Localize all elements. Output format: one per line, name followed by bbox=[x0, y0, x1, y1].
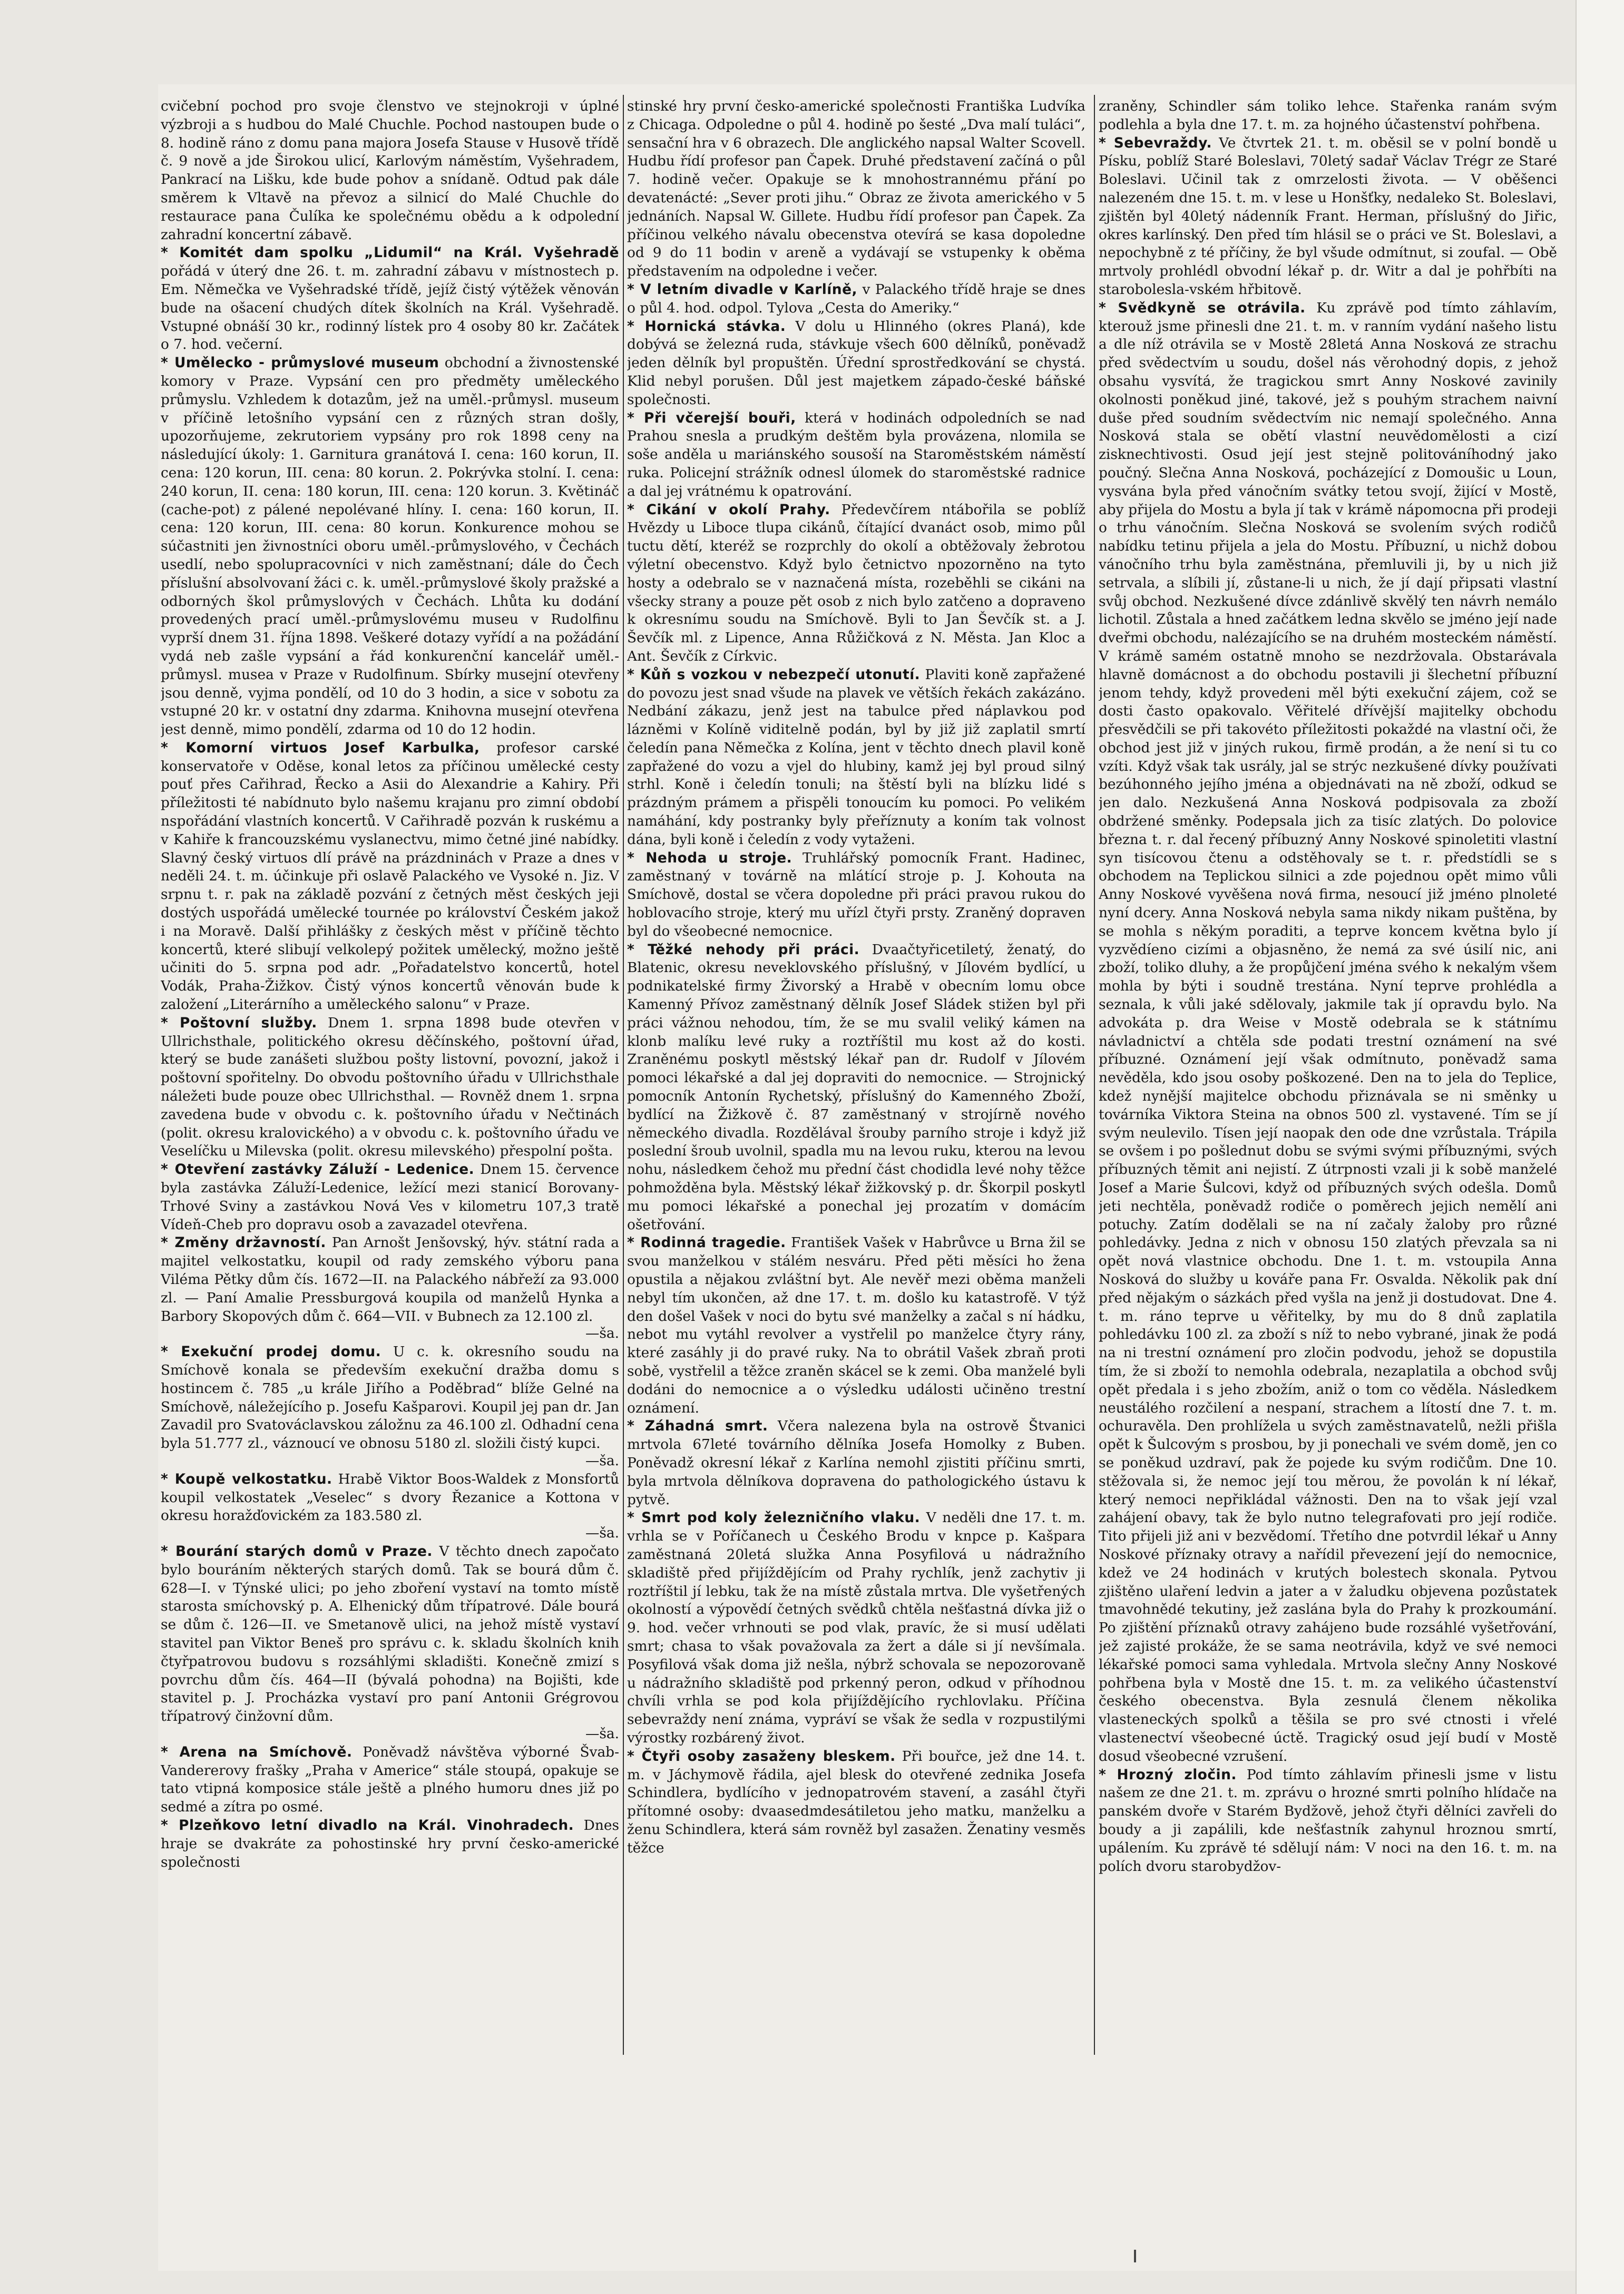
article-body: Plaviti koně zapřažené do povozu jest snad všude na plavek ve větších řekách zakázáno. Nedbání zákazu, jenž jest na tabulce před náplavkou pod lázněmi v Kolíně viditelně podán, byl by již již zaplatil smrtí čeledín pana Němečka z Kolína, jent v těchto dnech plavil koně zapřažené do vozu a vjel do hlubiny, kamž jej byl proud silný strhl. Koně i čeledín tonuli; na štěstí byli na blízku lidé s prázdným prámem a přispěli tonoucím ku pomoci. Po velikém namáhání, kdy postranky byly přeříznuty a koním tak volnost dána, byli koně i čeledín z vody vytaženi. bbox=[627, 666, 1085, 848]
news-article bbox=[1099, 299, 1557, 1766]
scan-margin bbox=[1576, 0, 1624, 2294]
news-article bbox=[161, 739, 619, 1014]
article-body: U c. k. okresního soudu na Smíchově konala se především exekuční dražba domu s hostincem č. 785 „u krále Jiřího a Poděbrad“ blíže Gelné na Smíchově, náležejícího p. Josefu Kašparovi. Koupil jej pan dr. Jan Zavadil pro Svatováclavskou záložnu za 46.100 zl. Odhadní cena byla 51.777 zl., váznoucí ve obnosu 5180 zl. složili čistý kupci. bbox=[161, 1344, 619, 1452]
article-body: profesor carské konservatoře v Oděse, konal letos za příčinou umělecké cesty pouť přes Cařihrad, Řecko a Asii do Alexandrie a Kahiry. Při příležitosti té nabídnuto bylo našemu krajanu pro zimní období nspořádání vlastních koncertů. V Cařihradě pozván k ruskému a v Kahiře k francouzskému vyslanectvu, mimo četné jiné nabídky. Slavný český virtuos dlí právě na prázdninách v Praze a dnes v neděli 24. t. m. účinkuje při oslavě Palackého ve Vysoké n. Jiz. V srpnu t. r. pak na základě pozvání z četných měst českých jeji dostých uspořádá umělecké tournée po království Českém jakož i na Moravě. Další přihlášky z českých měst v příčině těchto koncertů, které slibují velkolepý požitek umělecký, možno ještě učiniti do 5. srpna pod adr. „Pořadatelstvo koncertů, hotel Vodák, Praha-Žižkov. Čistý výnos koncertů věnován bude k založení „Literárního a uměleckého salonu“ v Praze. bbox=[161, 739, 619, 1013]
article-body: která v hodinách odpoledních se nad Prahou snesla a prudkým deštěm byla provázena, nlomila se soše anděla u mariánského sousoší na Staroměstském náměstí ruka. Policejní strážník odnesl úlomek do staroměstské radnice a dal jej vrátnému k opatrování. bbox=[627, 409, 1085, 499]
article-headline: * Exekuční prodej domu. bbox=[161, 1344, 381, 1360]
news-article bbox=[161, 1743, 619, 1817]
article-body: Ku zprávě pod tímto záhlavím, kterouž jsme přinesli dne 21. t. m. v ranním vydání našeho listu a dle níž otrávila se v Mostě 28letá Anna Nosková ze strachu před svědectvím u soudu, došel nás věrohodný dopis, z jehož obsahu vysvítá, že tragickou smrt Anny Noskové zavinily okolnosti poněkud jiné, takové, jež s pouhým strachem naivní duše před soudním svědectvím nic nemají společného. Anna Nosková stala se obětí vlastní neuvědomělosti a cizí zisknechtivosti. Osud její jest stejně politováníhodný jako poučný. Slečna Anna Nosková, pocházející z Domoušic u Loun, vysvána byla před vánočním svátky tetou svojí, žijící v Mostě, aby přijela do Mostu a byla jí tak v krámě nápomocna při prodeji o trhu vánočním. Slečna Nosková se svolením svých rodičů nabídku tetinu přijela a jela do Mostu. Příbuzní, u nichž dobou vánočního trhu byla zaměstnána, přemluvili ji, by u nich již setrvala, a slíbili jí, zůstane-li u nich, že jí dají připsati vlastní svůj obchod. Nezkušené dívce zdánlivě skvělý ten návrh nemálo lichotil. Zůstala a hned začátkem ledna skvělo se jméno její nade dveřmi obchodu, nalézajícího se na druhém mosteckém náměstí. V krámě samém ostatně mnoho se nezdržovala. Obstarávala hlavně domácnost a do obchodu postavili ji šlechetní příbuzní jenom tehdy, když provedeni měl býti exekuční zájem, což se dosti často opakovalo. Věřitelé dřívější majitelky obchodu přesvědčili se při takovéto příležitosti pokaždé na vlastní oči, že obchod jest již v jiných rukou, firmě prodán, a že není si tu co vzíti. Když však tak usrály, jal se strýc nezkušené dívky používati bezúhonného jejího jména a objednávati na ně zboží, odkud se jen dalo. Nezkušená Anna Nosková podpisovala za zboží obdržené směnky. Podepsala jich za tisíc zlatých. Do polovice března t. r. dal řecený příbuzný Anny Noskové spinoletiti vlastní syn tisícovou čtenu a odstěhovaly se t. r. předstídli se s obchodem na Teplickou silnici a zde pojednou opět mimo vůli Anny Noskové vyvěšena nová firma, nesoucí již jméno plnoleté nyní dcery. Anna Nosková nebyla sama nikdy nikam puštěna, by se mohla s někým poraditi, a teprve koncem května bylo jí vyzvědíeno cizími a objasněno, že nemá za své úsilí nic, ani zboží, toliko dluhy, a že propůjčení jména svého k nekalým všem mohla by býti i soudně trestána. Nyní teprve prohlédla a seznala, k vůli jaké sdělovaly, jakmile tak jí opravdu bylo. Na advokáta p. dra Weise v Mostě odebrala se k státnímu návladnictví a chtěla sde podati trestní oznámení na své příbuzné. Oznámení její však odmítnuto, poněvadž sama nevěděla, kdo jsou osoby poškozené. Den na to jela do Teplice, kdež nynější majitelce obchodu přiznávala se ni směnky u továrníka Viktora Steina na obnos 500 zl. vystavené. Tím se jí svým neulevilo. Tísen její naopak den ode dne vzrůstala. Trápila se ovšem i po pošlednut dobu se svými svými příbuznými, svých příbuzných těmit ani nejistí. Z útrpnosti vzali ji k sobě manželé Josef a Marie Šulcovi, když od příbuzných svých odešla. Domů jeti nechtěla, poněvadž rodiče o poměrech jejich nemělí ani potuchy. Zatím dodělali se na ní začaly žaloby pro různé pohledávky. Jedna z nich v obnosu 150 zlatých převzala sa ni opět nová vlastnice obchodu. Dne 1. t. m. vstoupila Anna Nosková do služby u kováře pana Fr. Osvalda. Několik pak dní před nějakým o sázkách před vyšla na jenž ji dostudovat. Dne 4. t. m. ráno teprve u věřitelky, by mu do 8 dnů zaplatila pohledávku 100 zl. za zboží s níž to nebo vybrané, jinak že podá na ni trestní oznámení pro zločin podvodu, jehož se dopustila tím, že si zboží to nemohla odebrala, nezaplatila a obchod svůj opět předala i s jeho zbožím, aniž o tom co věděla. Následkem neustálého rozčilení a nespaní, strachem a lítostí dne 7. t. m. ochuravěla. Den prohlížela u svých zaměstnavatelů, nežli přišla opět k Šulcovým s prosbou, by ji ponechali ve svém domě, jen co se poněkud uzdraví, pak že pojede ku svým rodičům. Dne 10. stěžovala si, že nemoc její tou měrou, že povolán k ní lékař, který nemoci nepřikládal vážnosti. Den na to však její vzal zahájení obavy, tak že bylo nutno telegrafovati pro její rodiče. Tito přijeli již ani v bezvědomí. Třetího dne potvrdil lékař u Anny Noskové příznaky otravy a nařídil převezení její do nemocnice, kdež ve 24 hodinách v krutých bolestech skonala. Pytvou zjištěno ulaření ledvin a jater a v žaludku objevena pozůstatek tmavohnědé tekutiny, jež zaslána byla do Prahy k prozkoumání. Po zjištění příznaků otravy zahájeno bude rozsáhlé vyšetřování, jež zajisté prokáže, že se sama neotrávila, když ve své nemoci lékařské pomoci sama vyhledala. Mrtvola slečny Anny Noskové pohřbena byla v Mostě dne 15. t. m. za velikého účastenství českého obecenstva. Byla zesnulá členem několika vlasteneckých spolků a těšila se pro své ctnosti i vřelé vlastenectví všeobecné úctě. Tragický osud její budí v Mostě dosud všeobecné vzrušení. bbox=[1099, 299, 1557, 1764]
text-column-1 bbox=[161, 97, 619, 2079]
column-rule bbox=[623, 95, 624, 2055]
news-article bbox=[627, 1417, 1085, 1509]
article-body: obchodní a živnostenské komory v Praze. Vypsání cen pro předměty uměleckého průmyslu. Vzhledem k dotazům, jež na uměl.-průmysl. museum v příčině letošního vypsání cen z různých stran došly, upozorňujeme, zekrutoriem vypsány pro rok 1898 ceny na následující úkoly: 1. Garnitura granátová I. cena: 160 korun, II. cena: 120 korun, III. cena: 80 korun. 2. Pokrývka stolní. I. cena: 240 korun, II. cena: 180 korun, III. cena: 120 korun. 3. Květináč (cache-pot) z pálené nepolévané hlíny. I. cena: 160 korun, II. cena: 120 korun, III. cena: 80 korun. Konkurence mohou se súčastniti jen živnostníci oboru uměl.-průmyslového, v Čechách usedlí, nebo spolupracovníci v nich zaměstnaní; dále do Čech příslušní absolvovaní žáci c. k. uměl.-průmyslové školy pražské a odborných škol průmyslových v Čechách. Lhůta ku dodání provedených prací uměl.-průmyslovému museu v Rudolfinu vyprší dnem 31. října 1898. Veškeré dotazy vyřídí a na požádání vydá neb zašle vypsání a řád konkurenční kancelář uměl.-průmysl. musea v Praze v Rudolfinum. Sbírky musejní otevřeny jsou denně, vyjma pondělí, od 10 do 3 hodin, a sice v sobotu za vstupné 20 kr. v ostatní dny zdarma. Knihovna musejní otevřena jest denně, mimo pondělí, zdarma od 10 do 12 hodin. bbox=[161, 355, 619, 738]
article-body: Poněvadž návštěva výborné Švab-Vandererovy frašky „Praha v Americe“ stále stoupá, opakuje se tato vtipná komposice stále ještě a plného humoru dnes již po sedmé a zítra po osmé. bbox=[161, 1743, 619, 1816]
article-headline: * Hornická stávka. bbox=[627, 318, 786, 335]
article-headline: * Umělecko - průmyslové museum bbox=[161, 355, 439, 371]
article-body: Dvaačtyřicetiletý, ženatý, do Blatenic, okresu neveklovského příslušný, v Jílovém bydlící, u podnikatelské firmy Živorský a Hrabě v obecním lomu obce Kamenný Přívoz zaměstnaný dělník Josef Sládek stižen byl při práci vážnou nehodou, tím, že se mu svalil veliký kámen na klonb malíku levé ruky a roztříštil mu kost až do kosti. Zraněnému poskytl městský lékař pan dr. Rudolf v Jílovém pomoci lékařské a dal jej dopraviti do nemocnice. — Strojnický pomocník Antonín Rychetský, příslušný do Kamenného Zboží, bydlící na Žižkově č. 87 zaměstnaný v strojírně nového německého divadla. Rozdělával šrouby parního stroje i když již poslední šroub uvolnil, spadla mu na levou ruku, kterou na levou nohu, následkem čehož mu přední část chodidla levé nohy těžce pohmožděna byla. Městský lékař žižkovský p. dr. Škorpil poskytl mu pomoci lékařské a ponechal jej prozatím v domácím ošetřování. bbox=[627, 941, 1085, 1233]
news-article bbox=[161, 1543, 619, 1743]
article-headline: * Bourání starých domů v Praze. bbox=[161, 1543, 433, 1560]
column-rule bbox=[1094, 95, 1095, 2055]
article-body: Truhlářský pomocník Frant. Hadinec, zaměstnaný v továrně na mlátící stroje p. J. Kohouta na Smíchově, dostal se včera dopoledne při práci pravou rukou do hoblovacího stroje, který mu uřízl čtyři prsty. Zraněný dopraven byl do všeobecné nemocnice. bbox=[627, 849, 1085, 939]
author-signature: —ša. bbox=[585, 1325, 619, 1342]
article-body: Ve čtvrtek 21. t. m. oběsil se v polní bondě u Písku, poblíž Staré Boleslavi, 70letý sadař Václav Trégr ze Staré Boleslavi. Učinil tak z omrzelosti života. — V oběšenci nalezeném dne 15. t. m. v lese u Honšťky, nedaleko St. Boleslavi, zjištěn byl 40letý nádenník Frant. Herman, příslušný do Jiřic, okres karlínský. Den před tím hlásil se o práci ve St. Boleslavi, a nepochybně z té příčiny, že byl všude odmítnut, si zoufal. — Obě mrtvoly prohlédl obvodní lékař p. dr. Witr a dal je pohřbíti na starobolesla-vském hřbitově. bbox=[1099, 134, 1557, 298]
author-signature: —ša. bbox=[585, 1525, 619, 1542]
news-article bbox=[161, 1470, 619, 1543]
text-column-2 bbox=[627, 97, 1085, 2079]
article-headline: * Cikání v okolí Prahy. bbox=[627, 501, 830, 518]
news-article bbox=[1099, 1766, 1557, 1876]
print-mark bbox=[1134, 2250, 1136, 2262]
news-article bbox=[627, 409, 1085, 501]
article-headline: * Záhadná smrt. bbox=[627, 1418, 768, 1435]
news-article bbox=[627, 97, 1085, 281]
news-article bbox=[627, 849, 1085, 941]
article-body: Dnes hraje se dvakráte za pohostinské hry první česko-americké společnosti bbox=[161, 1817, 619, 1870]
article-body: Pan Arnošt Jenšovský, hýv. státní rada a majitel velkostatku, koupil od rady zemského výboru pana Viléma Pětky dům čís. 1672—II. na Palackého nábřeží za 93.000 zl. — Paní Amalie Pressburgová koupila od manželů Hynka a Barbory Skopových dům č. 664—VII. v Bubnech za 12.100 zl. bbox=[161, 1234, 619, 1325]
news-article bbox=[627, 666, 1085, 849]
article-body: pořádá v úterý dne 26. t. m. zahradní zábavu v místnostech p. Em. Němečka ve Vyšehradské třídě, jejíž čistý výtěžek věnován bude na ošacení chudých dítek školních na Král. Vyšehradě. Vstupné obnáší 30 kr., rodinný lístek pro 4 osoby 80 kr. Začátek o 7. hod. večerní. bbox=[161, 263, 619, 353]
news-article bbox=[161, 1817, 619, 1871]
article-headline: * Kůň s vozkou v nebezpečí utonutí. bbox=[627, 666, 921, 683]
article-headline: * Poštovní služby. bbox=[161, 1014, 317, 1031]
news-article bbox=[161, 1343, 619, 1470]
article-headline: * Svědkyně se otrávila. bbox=[1099, 299, 1306, 316]
article-headline: * Koupě velkostatku. bbox=[161, 1470, 332, 1487]
news-article bbox=[627, 1748, 1085, 1858]
article-body: Při bouřce, jež dne 14. t. m. v Jáchymově řádila, ajel blesk do otevřené zednika Josefa Schindlera, bydlícího v jednopatrovém stavení, a zasáhl čtyři přítomné osoby: dvaasedmdesátiletou jeho matku, manželku a ženu Schindlera, která sám rovněž byl zasažen. Ženatiny vesměs těžce bbox=[627, 1748, 1085, 1856]
news-article bbox=[627, 941, 1085, 1234]
article-headline: * Plzeňkovo letní divadlo na Král. Vinohradech. bbox=[161, 1817, 574, 1834]
article-headline: * Komorní virtuos Josef Karbulka, bbox=[161, 739, 480, 756]
article-headline: * Při včerejší bouři, bbox=[627, 409, 796, 426]
article-body: Předevčírem ntábořila se poblíž Hvězdy u Liboce tlupa cikánů, čítající dvanáct osob, mimo půl tuctu dětí, kteréž se rozprchly do okolí a obtěžovaly žebrotou výletní obecenstvo. Když bylo četnictvo npozorněno na tyto hosty a odebralo se v naznačená místa, rozeběhli se cikáni na všecky strany a pouze pět osob z nich bylo zatčeno a dopraveno k okresnímu soudu na Smíchově. Byli to Jan Ševčík st. a J. Ševčík ml. z Lipence, Anna Růžičková z N. Města. Jan Kloc a Ant. Ševčík z Církvic. bbox=[627, 501, 1085, 664]
news-article bbox=[161, 1234, 619, 1343]
article-body: Včera nalezena byla na ostrově Štvanici mrtvola 67leté továrního dělníka Josefa Homolky z Buben. Poněvadž okresní lékař z Karlína nemohl zjistiti příčinu smrti, byla mrtvola dělníkova dopravena do pathologického ústavu k pytvě. bbox=[627, 1418, 1085, 1508]
news-article bbox=[161, 354, 619, 739]
article-headline: * Nehoda u stroje. bbox=[627, 849, 793, 866]
article-body: Hrabě Viktor Boos-Waldek z Monsfortů koupil velkostatek „Veselec“ s dvory Řezanice a Kottona v okresu horažďovickém za 183.580 zl. bbox=[161, 1470, 619, 1524]
article-body: František Vašek v Habrůvce u Brna žil se svou manželkou v stálém nesváru. Před pěti měsíci ho žena opustila a nějakou zvláštní byt. Ale nevěř mezi oběma manželi nebyl tím ukončen, až dne 17. t. m. došlo ku katastrofě. V týž den došel Vašek v noci do bytu své manželky a začal s ní hádku, nebot mu vytáhl revolver a vystřelil po manželce čtyry rány, které zasáhly ji do pravé ruky. Na to obrátil Vašek zbraň proti sobě, vystřelil a těžce zraněn skácel se k zemi. Oba manželé byli dodáni do nemocnice a o výsledku události učiněno trestní oznámení. bbox=[627, 1234, 1085, 1416]
news-article bbox=[627, 501, 1085, 666]
news-article bbox=[1099, 134, 1557, 299]
article-headline: * Otevření zastávky Záluží - Ledenice. bbox=[161, 1161, 475, 1178]
article-headline: * Rodinná tragedie. bbox=[627, 1234, 786, 1251]
article-body: cvičební pochod pro svoje členstvo ve stejnokroji v úplné výzbroji a s hudbou do Malé Chuchle. Pochod nastoupen bude o 8. hodině ráno z domu pana majora Josefa Stause v Husově třídě č. 9 nově a jde Širokou ulicí, Karlovým náměstím, Vyšehradem, Pankrací na Lišku, kde bude pohov a snídaně. Odtud pak dále směrem k Vltavě na převoz a silnicí do Malé Chuchle do restaurace pana Čulíka ke společnému obědu a k odpolední zahradní koncertní zábavě. bbox=[161, 98, 619, 243]
news-article bbox=[627, 1509, 1085, 1747]
article-headline: * Smrt pod koly železničního vlaku. bbox=[627, 1509, 921, 1526]
article-headline: * Arena na Smíchově. bbox=[161, 1743, 353, 1760]
news-article bbox=[1099, 97, 1557, 134]
text-column-3 bbox=[1099, 97, 1557, 2079]
article-headline: * Hrozný zločin. bbox=[1099, 1766, 1237, 1783]
article-body: Dnem 1. srpna 1898 bude otevřen v Ullrichsthale, politického okresu děčínského, poštovní úřad, který se bude zanášeti službou pošty listovní, povozní, jakož i poštovní spořitelny. Do obvodu poštovního úřadu v Ullrichsthale náležeti bude pouze obec Ullrichsthal. — Rovněž dnem 1. srpna zavedena bude v obvodu c. k. poštovního úřadu v Nečtinách (polit. okresu kralovického) a v obvodu c. k. poštovního úřadu ve Veselíčku u Milevska (polit. okresu milevského) přespolní pošta. bbox=[161, 1014, 619, 1160]
article-headline: * Sebevraždy. bbox=[1099, 134, 1212, 151]
article-headline: * Komitét dam spolku „Lidumil“ na Král. Vyšehradě bbox=[161, 244, 619, 261]
news-article bbox=[161, 1014, 619, 1161]
news-article bbox=[627, 1234, 1085, 1417]
article-body: V těchto dnech započato bylo bouráním některých starých domů. Tak se bourá dům č. 628—I. v Týnské ulici; po jeho zboření vystaví na tomto místě starosta smíchovský p. A. Elhenický dům třípatrové. Dále bourá se dům č. 126—II. ve Smetanově ulici, na jehož místě vystaví stavitel pan Viktor Beneš pro správu c. k. skladu školních knih čtyřpatrovou budovu s rozsáhlými skladišti. Konečně zmizí s povrchu dům čís. 464—II (bývalá pohodna) na Bojišti, kde stavitel p. J. Procházka vystaví pro paní Antonii Grégrovou třípatrový činžovní dům. bbox=[161, 1543, 619, 1725]
article-headline: * Těžké nehody při práci. bbox=[627, 941, 860, 958]
author-signature: —ša. bbox=[585, 1452, 619, 1469]
news-article bbox=[627, 281, 1085, 318]
article-body: Pod tímto záhlavím přinesli jsme v listu našem ze dne 21. t. m. zprávu o hrozné smrti polního hlídače na panském dvoře v Starém Bydžově, jehož čtyři dělníci zavřeli do boudy a ji zapálili, kde nešťastník zahynul hroznou smrtí, upálením. Ku zprávě té sdělují nám: V noci na den 16. t. m. na polích dvoru starobydžov- bbox=[1099, 1766, 1557, 1875]
news-article bbox=[161, 1161, 619, 1234]
article-body: V dolu u Hlinného (okres Planá), kde dobývá se železná ruda, stávkuje všech 600 dělníků, poněvadž jeden dělník byl propuštěn. Úřední sprostředkování se chystá. Klid nebyl porušen. Důl jest majetkem západo-české báňské společnosti. bbox=[627, 318, 1085, 408]
article-body: V neděli dne 17. t. m. vrhla se v Poříčanech u Českého Brodu v knpce p. Kašpara zaměstnaná 20letá služka Anna Posyfilová u nádražního skladiště před přijíždějícím od Prahy rychlík, jenž zachytiv ji roztříštil jí lebku, tak že na místě zůstala mrtva. Dle vyšetřených okolností a výpovědí četných svědků chtěla nešťastná dívka již o 9. hod. večer vrhnouti se pod vlak, pravíc, že si musí udělati smrt; chasa to však považovala za žert a dále si jí nevšímala. Posyfilová však doma již nešla, nýbrž schovala se nepozorovaně u nádražního skladiště pod prkenný peron, odkud v příhodnou chvíli vrhla se pod kola přijíždějícího rychlovlaku. Příčina sebevraždy není známa, vypráví se však že sedla v rozpustilými výrostky rozbárený život. bbox=[627, 1509, 1085, 1746]
news-article bbox=[161, 97, 619, 244]
article-body: Dnem 15. července byla zastávka Záluží-Ledenice, ležící mezi stanicí Borovany-Trhové Sviny a zastávkou Nová Ves v kilometru 107,3 tratě Vídeň-Cheb pro dopravu osob a zavazadel otevřena. bbox=[161, 1161, 619, 1233]
author-signature: —ša. bbox=[585, 1725, 619, 1742]
article-body: stinské hry první česko-americké společnosti Františka Ludvíka z Chicaga. Odpoledne o půl 4. hodině po šesté „Dva malí tuláci“, sensační hra v 6 obrazech. Dle anglického napsal Walter Scovell. Hudbu řídí profesor pan Čapek. Druhé představení začíná o půl 7. hodině večer. Opakuje se k mnohostrannému přání po devatenácté: „Sever proti jihu.“ Obraz ze života amerického v 5 jednáních. Napsal W. Gillete. Hudbu řídí profesor pan Čapek. Za příčinou velkého návalu obecenstva otevírá se kasa dopoledne od 9 do 11 bodin v areně a vydávají se vstupenky k oběma představením na odpoledne i večer. bbox=[627, 98, 1085, 280]
article-body: v Palackého třídě hraje se dnes o půl 4. hod. odpol. Tylova „Cesta do Ameriky.“ bbox=[627, 281, 1085, 316]
news-article bbox=[161, 244, 619, 354]
article-headline: * V letním divadle v Karlíně, bbox=[627, 281, 858, 298]
article-body: zraněny, Schindler sám toliko lehce. Stařenka ranám svým podlehla a byla dne 17. t. m. za hojného účastenství pohřbena. bbox=[1099, 98, 1557, 133]
article-headline: * Změny državností. bbox=[161, 1234, 326, 1251]
news-article bbox=[627, 318, 1085, 409]
article-headline: * Čtyři osoby zasaženy bleskem. bbox=[627, 1748, 896, 1764]
